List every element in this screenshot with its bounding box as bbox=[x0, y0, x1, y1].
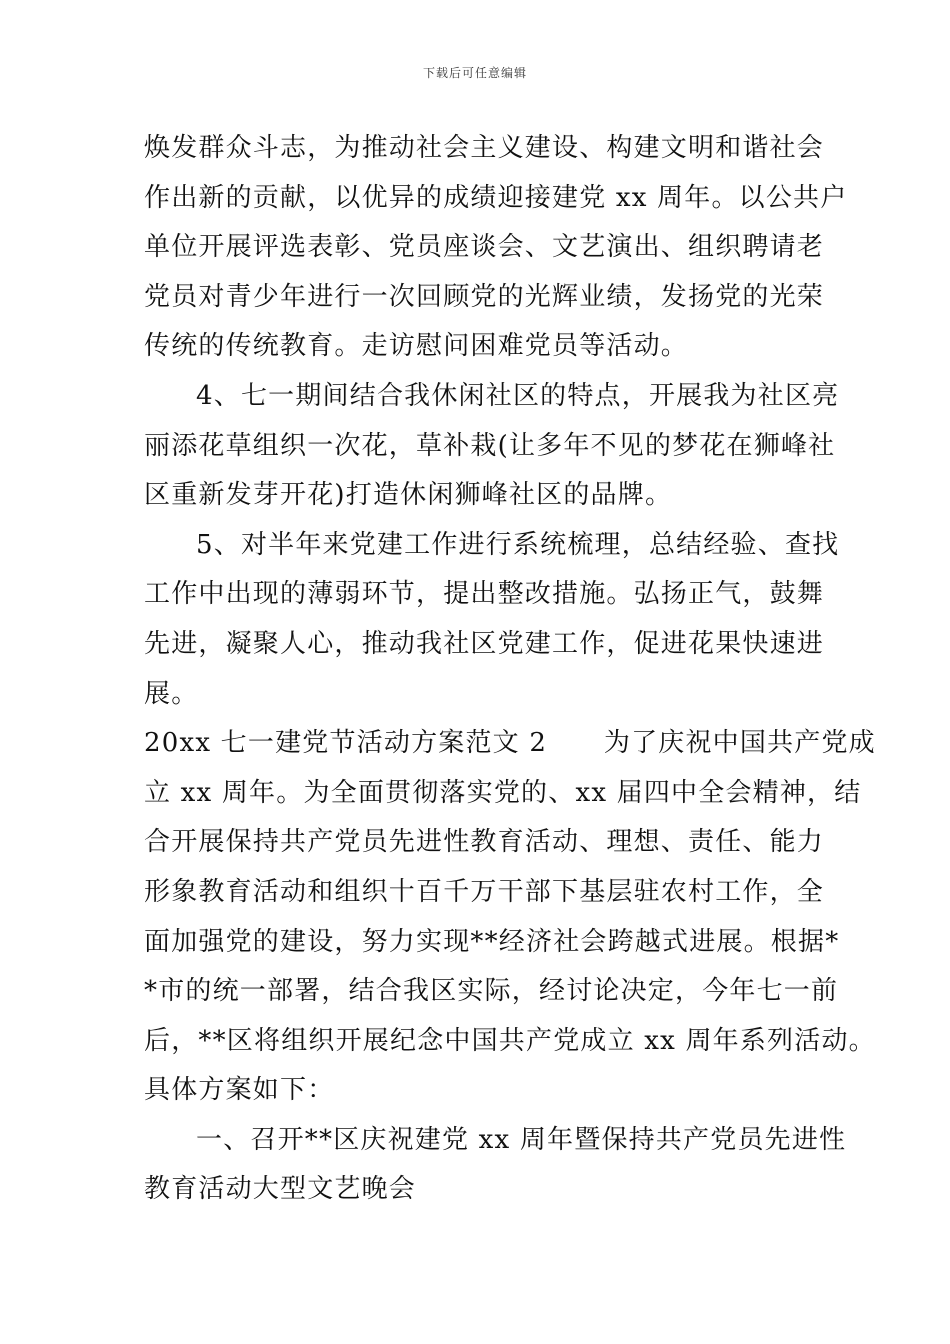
text-line: 面加强党的建设，努力实现**经济社会跨越式进展。根据* bbox=[144, 926, 840, 957]
text-line: 区重新发芽开花)打造休闲狮峰社区的品牌。 bbox=[144, 480, 673, 511]
text-line: 先进，凝聚人心，推动我社区党建工作，促进花果快速进 bbox=[144, 628, 825, 659]
text-line: 形象教育活动和组织十百千万干部下基层驻农村工作，全 bbox=[144, 876, 825, 907]
text-line: 合开展保持共产党员先进性教育活动、理想、责任、能力 bbox=[144, 827, 825, 858]
text-line: 作出新的贡献，以优异的成绩迎接建党 xx 周年。以公共户 bbox=[144, 182, 848, 213]
text-line: 工作中出现的薄弱环节，提出整改措施。弘扬正气，鼓舞 bbox=[144, 579, 825, 610]
text-line: 传统的传统教育。走访慰问困难党员等活动。 bbox=[144, 331, 689, 362]
text-line: 后，**区将组织开展纪念中国共产党成立 xx 周年系列活动。 bbox=[144, 1025, 876, 1056]
page-header-note: 下载后可任意编辑 bbox=[422, 66, 527, 80]
document-body bbox=[144, 124, 876, 1215]
text-line: 丽添花草组织一次花，草补栽(让多年不见的梦花在狮峰社 bbox=[144, 430, 836, 461]
text-line: 党员对青少年进行一次回顾党的光辉业绩，发扬党的光荣 bbox=[144, 281, 825, 312]
text-line: 具体方案如下： bbox=[144, 1075, 335, 1106]
text-line-indented: 一、召开**区庆祝建党 xx 周年暨保持共产党员先进性 bbox=[196, 1124, 847, 1155]
section-heading-line: 20xx 七一建党节活动方案范文 2 为了庆祝中国共产党成 bbox=[144, 728, 876, 759]
text-line: 焕发群众斗志，为推动社会主义建设、构建文明和谐社会 bbox=[144, 133, 825, 163]
text-line-indented: 5、对半年来党建工作进行系统梳理，总结经验、查找 bbox=[196, 529, 840, 560]
text-line: 立 xx 周年。为全面贯彻落实党的、xx 届四中全会精神，结 bbox=[144, 777, 862, 808]
text-line: 教育活动大型文艺晚会 bbox=[144, 1174, 417, 1205]
text-line: *市的统一部署，结合我区实际，经讨论决定，今年七一前 bbox=[144, 976, 839, 1007]
text-line: 单位开展评选表彰、党员座谈会、文艺演出、组织聘请老 bbox=[144, 232, 825, 263]
text-line-indented: 4、七一期间结合我休闲社区的特点，开展我为社区亮 bbox=[196, 380, 840, 411]
text-line: 展。 bbox=[144, 678, 199, 709]
